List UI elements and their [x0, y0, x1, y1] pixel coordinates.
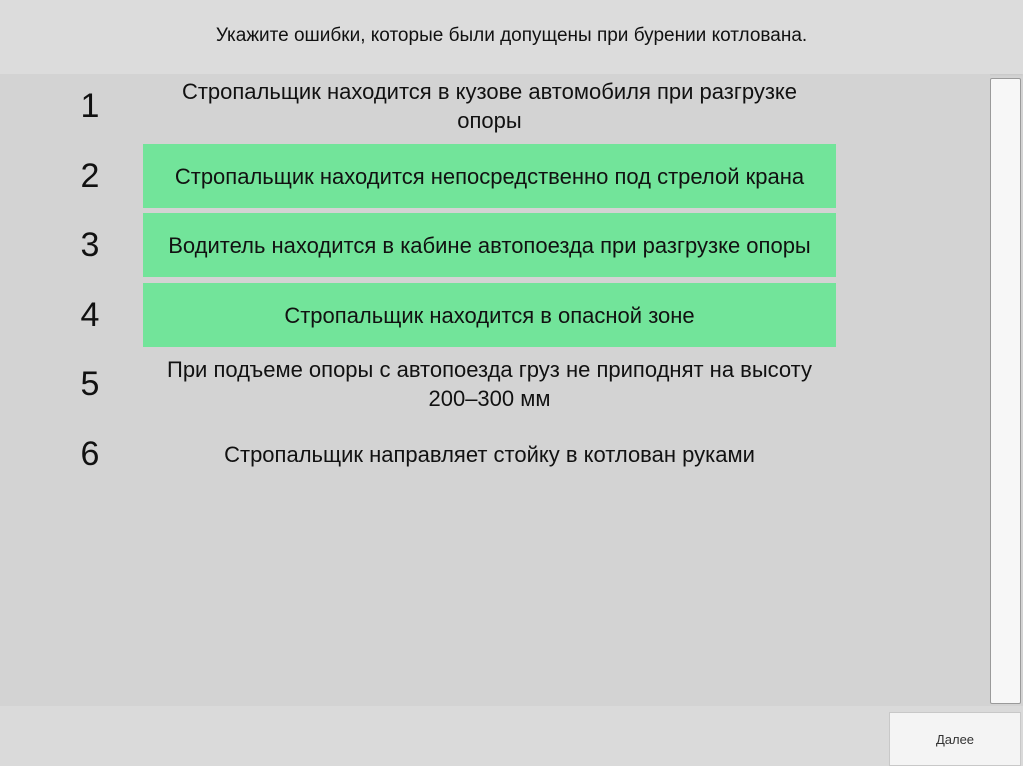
option-row-2 — [0, 144, 990, 208]
option-number: 3 — [80, 226, 100, 264]
question-title: Укажите ошибки, которые были допущены при бурении котлована. — [215, 25, 808, 46]
options-list — [0, 74, 990, 706]
header — [0, 0, 1023, 74]
option-row-6 — [0, 422, 990, 486]
option-number: 6 — [80, 435, 100, 473]
option-button-5[interactable]: При подъеме опоры с автопоезда груз не приподнят на высоту 200–300 мм — [167, 357, 812, 411]
option-number: 1 — [80, 87, 100, 125]
vertical-scrollbar[interactable] — [990, 78, 1021, 704]
next-button[interactable]: Далее — [889, 712, 1021, 766]
option-button-2[interactable]: Стропальщик находится непосредственно под стрелой крана — [143, 144, 836, 208]
footer-bar — [0, 706, 1023, 766]
option-row-5 — [0, 352, 990, 416]
option-button-1[interactable]: Стропальщик находится в кузове автомобиля при разгрузке опоры — [181, 79, 798, 133]
option-row-3 — [0, 213, 990, 277]
option-button-6[interactable]: Стропальщик направляет стойку в котлован руками — [224, 441, 755, 467]
option-button-4[interactable]: Стропальщик находится в опасной зоне — [143, 283, 836, 347]
option-button-3[interactable]: Водитель находится в кабине автопоезда при разгрузке опоры — [143, 213, 836, 277]
option-number: 2 — [80, 157, 100, 195]
option-row-4 — [0, 283, 990, 347]
option-number: 4 — [80, 296, 100, 334]
option-number: 5 — [80, 365, 100, 403]
option-row-1 — [0, 74, 990, 138]
